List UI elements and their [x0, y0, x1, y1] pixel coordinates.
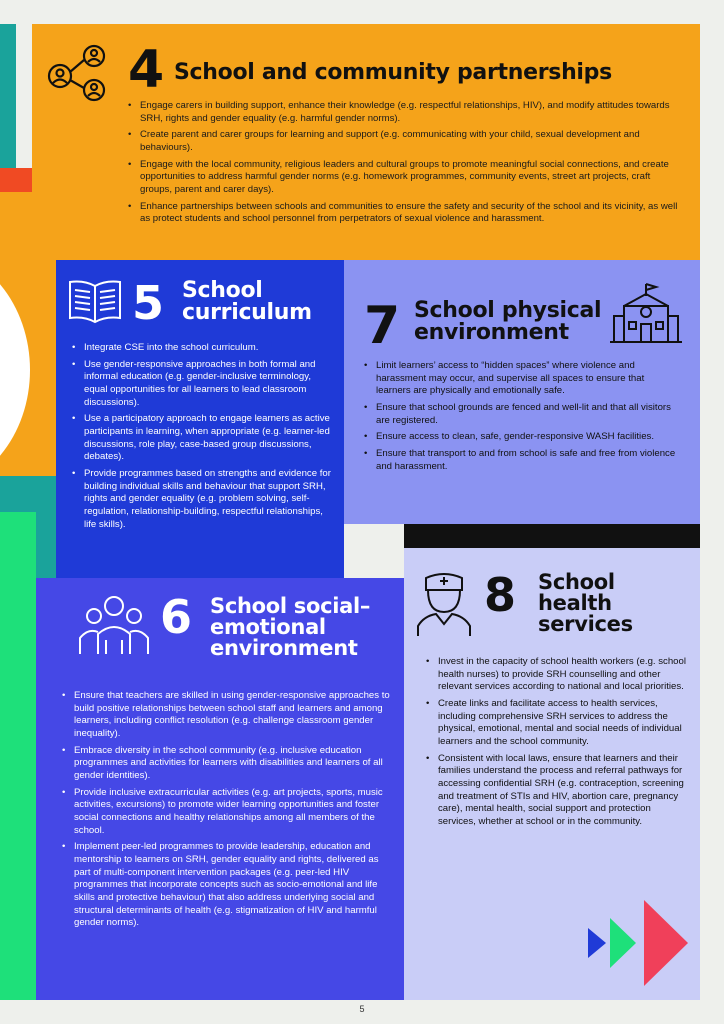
list-item: • Integrate CSE into the school curriculum. [72, 342, 334, 355]
list-item: • Limit learners’ access to “hidden spaces” where violence and harassment may occur, and supervise all spaces to ensure that learners are physically and emotionally safe. [364, 360, 678, 398]
list-item: • Use a participatory approach to engage learners as active participants in learning, when appropriate (e.g. learner-led discussions, role play, case-based group discussions, debates). [72, 413, 334, 464]
section-title-line: emotional [210, 615, 326, 639]
list-item: • Ensure access to clean, safe, gender-responsive WASH facilities. [364, 431, 678, 444]
bullet-list [72, 342, 334, 535]
section-title [414, 300, 601, 344]
list-item: • Use gender-responsive approaches in both formal and informal education (e.g. gender-inclusive terminology, equal opportunities for all learners to lead classroom discussions). [72, 359, 334, 410]
section-school-health-services [404, 548, 700, 1000]
section-school-community-partnerships [32, 24, 700, 260]
nurse-icon [414, 570, 474, 636]
section-number: 4 [128, 40, 165, 100]
list-item: • Ensure that school grounds are fenced and well-lit and that all visitors are registered. [364, 402, 678, 427]
section-title [210, 596, 370, 659]
page-number: 5 [359, 1004, 365, 1014]
bullet-list [128, 100, 684, 230]
section-title: School and community partnerships [174, 60, 612, 85]
list-item: • Create parent and carer groups for learning and support (e.g. communicating with your child, sexual development and behaviours). [128, 129, 684, 154]
section-title-line: curriculum [182, 300, 312, 325]
list-item: • Implement peer-led programmes to provide leadership, education and mentorship to learners on SRH, gender equality and rights, delivered as part of multi-component intervention packages (e.g. peer-led HIV programmes that incorporate concepts such as socio-emotional and life skills and protective behaviour) that also address underlying social and structural determinants of health (e.g. stigmatization of HIV and harmful gender norms). [62, 841, 392, 930]
open-book-icon [66, 276, 124, 326]
list-item: • Create links and facilitate access to health services, including comprehensive SRH services to address the physical, emotional, mental and social needs of individual learners and the school community. [426, 698, 688, 749]
list-item: • Invest in the capacity of school health workers (e.g. school health nurses) to provide SRH counselling and other relevant services according to national and local priorities. [426, 656, 688, 694]
section-school-curriculum [56, 260, 344, 578]
section-title-line: School social– [210, 594, 371, 618]
section-title-line: services [538, 612, 633, 636]
section-title-line: School physical [414, 298, 602, 323]
bullet-list [364, 360, 678, 477]
section-title-line: environment [414, 320, 569, 345]
list-item: • Enhance partnerships between schools and communities to ensure the safety and security of the school and its vicinity, as well as protect students and school personnel from perpetrators of sexual violence and harassment. [128, 201, 684, 226]
list-item: • Ensure that teachers are skilled in using gender-responsive approaches to build positive relationships between school staff and learners and among learners, including conflict resolution (e.g. challenge classroom gender inequality). [62, 690, 392, 741]
bullet-list [62, 690, 392, 934]
section-title-line: health [538, 591, 612, 615]
network-people-icon [44, 42, 114, 102]
section-title-line: School [182, 278, 263, 303]
list-item: • Consistent with local laws, ensure that learners and their families understand the process and referral pathways for accessing confidential SRH (e.g. contraception, screening and treatment of STIs and HIV, abortion care, pregnancy care), mental health, social support and protection services, whether at school or in the community. [426, 753, 688, 829]
section-number: 6 [160, 590, 193, 644]
section-number: 7 [364, 296, 401, 356]
arrows-decoration-icon [588, 900, 692, 986]
section-number: 5 [132, 276, 165, 330]
deco-green-block [0, 512, 36, 1000]
section-number: 8 [484, 568, 517, 622]
list-item: • Ensure that transport to and from school is safe and free from violence and harassment. [364, 448, 678, 473]
list-item: • Engage carers in building support, enhance their knowledge (e.g. respectful relationships, HIV), and modify attitudes towards SRH, rights and gender equality (e.g. harmful gender norms). [128, 100, 684, 125]
list-item: • Provide programmes based on strengths and evidence for building individual skills and behaviour that support SRH, rights and gender equality (e.g. problem solving, self-regulation, relationship-building, respectful relationships, life skills). [72, 468, 334, 531]
list-item: • Provide inclusive extracurricular activities (e.g. art projects, sports, music activities, excursions) to promote wider learning opportunities and foster social connections and healthy relationships among all members of the school. [62, 787, 392, 838]
group-people-icon [76, 592, 152, 658]
section-school-social-emotional-environment [36, 578, 404, 1000]
section-title [538, 572, 633, 635]
school-building-icon [610, 282, 682, 346]
bullet-list [426, 656, 688, 833]
deco-dark-bar [404, 524, 700, 548]
section-title-line: School [538, 570, 615, 594]
list-item: • Engage with the local community, religious leaders and cultural groups to promote meaningful social connections, and create opportunities to address harmful gender norms (e.g. homework programmes, community events, street art projects, craft groups, parent and carer days). [128, 159, 684, 197]
section-title-line: environment [210, 636, 358, 660]
section-title [182, 280, 312, 324]
list-item: • Embrace diversity in the school community (e.g. inclusive education programmes and activities for learners with disabilities and learners of all gender identities). [62, 745, 392, 783]
section-school-physical-environment [344, 260, 700, 524]
